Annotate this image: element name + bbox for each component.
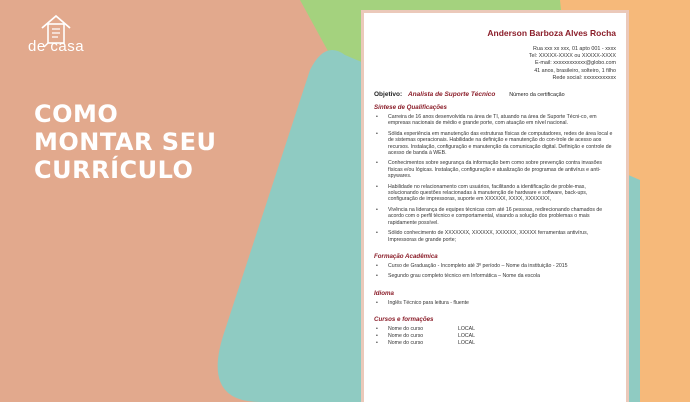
objective-certification: Número da certificação bbox=[509, 92, 565, 99]
objective-value: Analista de Suporte Técnico bbox=[407, 91, 496, 99]
headline bbox=[34, 100, 216, 184]
list-item: • Carreira de 16 anos desenvolvida na área de TI, atuando na área de Suporte Técni-co, em empresas nacionais de médio e grande porte, com atuação em nível nacional. bbox=[374, 114, 616, 127]
resume-name: Anderson Barboza Alves Rocha bbox=[487, 28, 616, 38]
list-item: • Inglês Técnico para leitura - fluente bbox=[374, 300, 616, 306]
list-item bbox=[374, 333, 616, 339]
education-title: Formação Acadêmica bbox=[374, 252, 438, 260]
courses-title: Cursos e formações bbox=[374, 316, 434, 324]
headline-line: COMO bbox=[34, 100, 119, 128]
course-name: Nome do curso bbox=[388, 333, 424, 340]
list-item: • Curso de Graduação - Incompleto até 3º período – Nome da instituição - 2015 bbox=[374, 263, 616, 269]
objective-label: Objetivo: bbox=[374, 91, 403, 99]
list-item: • Conhecimentos sobre segurança da informação bem como sobre prevenção contra invasões físicas e/ou lógicas. Instalação, configuração e atualização de programas de antivírus e anti-spywares. bbox=[374, 160, 616, 179]
list-item: • Habilidade no relacionamento com usuários, facilitando a identificação de proble-mas, solucionando questões relacionadas à manutenção de hardware e software, back-ups, configuração de impressoras, suporte em XXXXXX, XXXX, XXXXXXX, bbox=[374, 184, 616, 203]
contact-block bbox=[374, 46, 616, 82]
language-title: Idioma bbox=[374, 289, 394, 297]
summary-title: Síntese de Qualificações bbox=[374, 104, 447, 112]
course-local: LOCAL bbox=[458, 326, 476, 333]
contact-line: Rede social: xxxxxxxxxxxx bbox=[552, 74, 616, 81]
language-list bbox=[374, 300, 616, 306]
list-item bbox=[374, 340, 616, 346]
list-item bbox=[374, 326, 616, 332]
list-item: • Sólida experiência em manutenção das estruturas físicas de computadores, redes de área local e de sistemas operacionais. Habilidade na definição e manutenção do con-trole de acesso aos recursos. Instalação, configuração e manutenção da comunicação digital. Definição e controle de acesso de banda à WEB. bbox=[374, 131, 616, 157]
contact-line: E-mail: xxxxxxxxxxxx@globo.com bbox=[535, 60, 616, 67]
headline-line: MONTAR SEU bbox=[34, 128, 217, 156]
course-local: LOCAL bbox=[458, 333, 476, 340]
course-name: Nome do curso bbox=[388, 326, 424, 333]
education-list bbox=[374, 263, 616, 280]
list-item: • Vivência na liderança de equipes técnicas com até 16 pessoas, redirecionando chamados de acordo com o perfil técnico e comportamental, visando a solução dos problemas o mais rapidamente possível. bbox=[374, 207, 616, 226]
headline-line: CURRÍCULO bbox=[34, 156, 194, 184]
courses-list bbox=[374, 326, 616, 346]
course-name: Nome do curso bbox=[388, 339, 424, 346]
course-local: LOCAL bbox=[458, 339, 476, 346]
list-item: • Sólido conhecimento de XXXXXXX, XXXXXX, XXXXXX, XXXXX ferramentas antivírus, Impressoras de grande porte; bbox=[374, 230, 616, 243]
objective-row bbox=[374, 91, 616, 98]
summary-list bbox=[374, 114, 616, 243]
contact-line: 41 anos, brasileiro, solteiro, 1 filho bbox=[534, 67, 616, 74]
resume-document bbox=[361, 10, 629, 402]
list-item: • Segundo grau completo técnico em Informática – Nome da escola bbox=[374, 273, 616, 279]
contact-line: Rua xxx xx xxx, 01 apto 001 - xxxx bbox=[533, 46, 616, 52]
brand-name: de casa bbox=[28, 38, 85, 55]
contact-line: Tel: XXXXX-XXXX ou XXXXX-XXXX bbox=[528, 53, 616, 60]
